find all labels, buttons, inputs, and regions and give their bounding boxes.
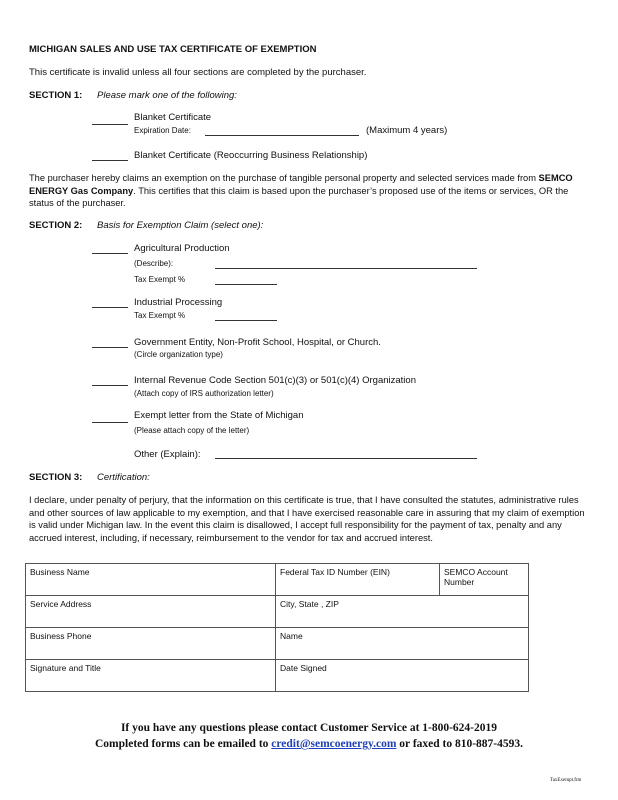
footer-submit-line <box>0 738 618 750</box>
service-address-field[interactable] <box>26 596 276 628</box>
federal-tax-id-field[interactable] <box>276 564 440 596</box>
other-explain-label: Other (Explain): <box>134 449 201 460</box>
max-years-note: (Maximum 4 years) <box>366 125 448 136</box>
section3-instruction: Certification: <box>97 472 150 483</box>
blanket-recurring-checkbox-line[interactable] <box>92 160 128 161</box>
industrial-checkbox-line[interactable] <box>92 307 128 308</box>
describe-label: (Describe): <box>134 259 174 268</box>
gov-checkbox-line[interactable] <box>92 347 128 348</box>
city-state-zip-label: City, State , ZIP <box>280 599 339 609</box>
agri-tax-exempt-field[interactable] <box>215 284 277 285</box>
signature-title-field[interactable] <box>26 660 276 692</box>
footer-contact-line: If you have any questions please contact Customer Service at 1-800-624-2019 <box>120 722 498 734</box>
describe-field[interactable] <box>215 268 477 269</box>
section2-instruction: Basis for Exemption Claim (select one): <box>97 220 264 231</box>
date-signed-label: Date Signed <box>280 663 327 673</box>
footer-submit-text: Completed forms can be emailed to <box>94 738 272 750</box>
federal-tax-id-label: Federal Tax ID Number (EIN) <box>280 567 390 577</box>
business-name-field[interactable] <box>26 564 276 596</box>
claim-text-2: . This certifies that this claim is based upon the purchaser’s proposed use of the items or services, OR the status of the purchaser. <box>29 185 569 208</box>
other-explain-field[interactable] <box>215 458 477 459</box>
blanket-certificate-label: Blanket Certificate <box>134 112 212 123</box>
blanket-recurring-label: Blanket Certificate (Reoccurring Business Relationship) <box>134 150 368 161</box>
circle-org-note: (Circle organization type) <box>134 350 223 359</box>
claim-paragraph <box>29 172 589 210</box>
exempt-letter-label: Exempt letter from the State of Michigan <box>134 410 304 421</box>
section1-label: SECTION 1: <box>29 90 83 101</box>
irc-checkbox-line[interactable] <box>92 385 128 386</box>
date-signed-field[interactable] <box>276 660 529 692</box>
name-label: Name <box>280 631 303 641</box>
section3-label: SECTION 3: <box>29 472 83 483</box>
industrial-processing-label: Industrial Processing <box>134 297 223 308</box>
name-field[interactable] <box>276 628 529 660</box>
signature-title-label: Signature and Title <box>30 663 101 673</box>
intro-text: This certificate is invalid unless all four sections are completed by the purchaser. <box>29 67 367 78</box>
agri-tax-exempt-label: Tax Exempt % <box>134 275 186 284</box>
irc-501c-label: Internal Revenue Code Section 501(c)(3) or 501(c)(4) Organization <box>134 375 416 386</box>
business-phone-label: Business Phone <box>30 631 92 641</box>
purchaser-info-table <box>25 563 529 692</box>
claim-text-1: The purchaser hereby claims an exemption on the purchase of tangible personal property and selected services made from <box>29 173 539 183</box>
semco-account-label: SEMCO Account Number <box>444 567 508 587</box>
industrial-tax-exempt-field[interactable] <box>215 320 277 321</box>
attach-irs-note: (Attach copy of IRS authorization letter) <box>134 389 274 398</box>
company-name: SEMCO ENERGY Gas Company <box>29 173 573 196</box>
government-entity-label: Government Entity, Non-Profit School, Hospital, or Church. <box>134 337 381 348</box>
semco-account-field[interactable] <box>440 564 529 596</box>
expiration-date-label: Expiration Date: <box>134 126 191 135</box>
agri-checkbox-line[interactable] <box>92 253 128 254</box>
business-phone-field[interactable] <box>26 628 276 660</box>
declaration-text: I declare, under penalty of perjury, that the information on this certificate is true, that I have consulted the statutes, administrative rules and other sources of law applicable to my exemption, and that I have exercised reasonable care in assuring that my claim of exemption is valid under Michigan law. In the event this claim is disallowed, I accept full responsibility for the payment of tax, penalty and any accrued interest, including, if necessary, reimbursement to the vendor for tax and accrued interest. <box>29 495 585 543</box>
email-link[interactable]: credit@semcoenergy.com <box>271 738 397 750</box>
declaration-paragraph <box>29 494 589 544</box>
section1-instruction: Please mark one of the following: <box>97 90 237 101</box>
exempt-letter-checkbox-line[interactable] <box>92 422 128 423</box>
service-address-label: Service Address <box>30 599 92 609</box>
footer-fax-text: or faxed to 810-887-4593. <box>396 738 524 750</box>
document-title: MICHIGAN SALES AND USE TAX CERTIFICATE OF EXEMPTION <box>29 44 317 55</box>
business-name-label: Business Name <box>30 567 90 577</box>
expiration-date-field[interactable] <box>205 135 359 136</box>
document-code: TaxExempt.frm <box>550 778 582 783</box>
blanket-checkbox-line[interactable] <box>92 124 128 125</box>
city-state-zip-field[interactable] <box>276 596 529 628</box>
agricultural-production-label: Agricultural Production <box>134 243 230 254</box>
industrial-tax-exempt-label: Tax Exempt % <box>134 311 186 320</box>
attach-letter-note: (Please attach copy of the letter) <box>134 426 250 435</box>
section2-label: SECTION 2: <box>29 220 83 231</box>
